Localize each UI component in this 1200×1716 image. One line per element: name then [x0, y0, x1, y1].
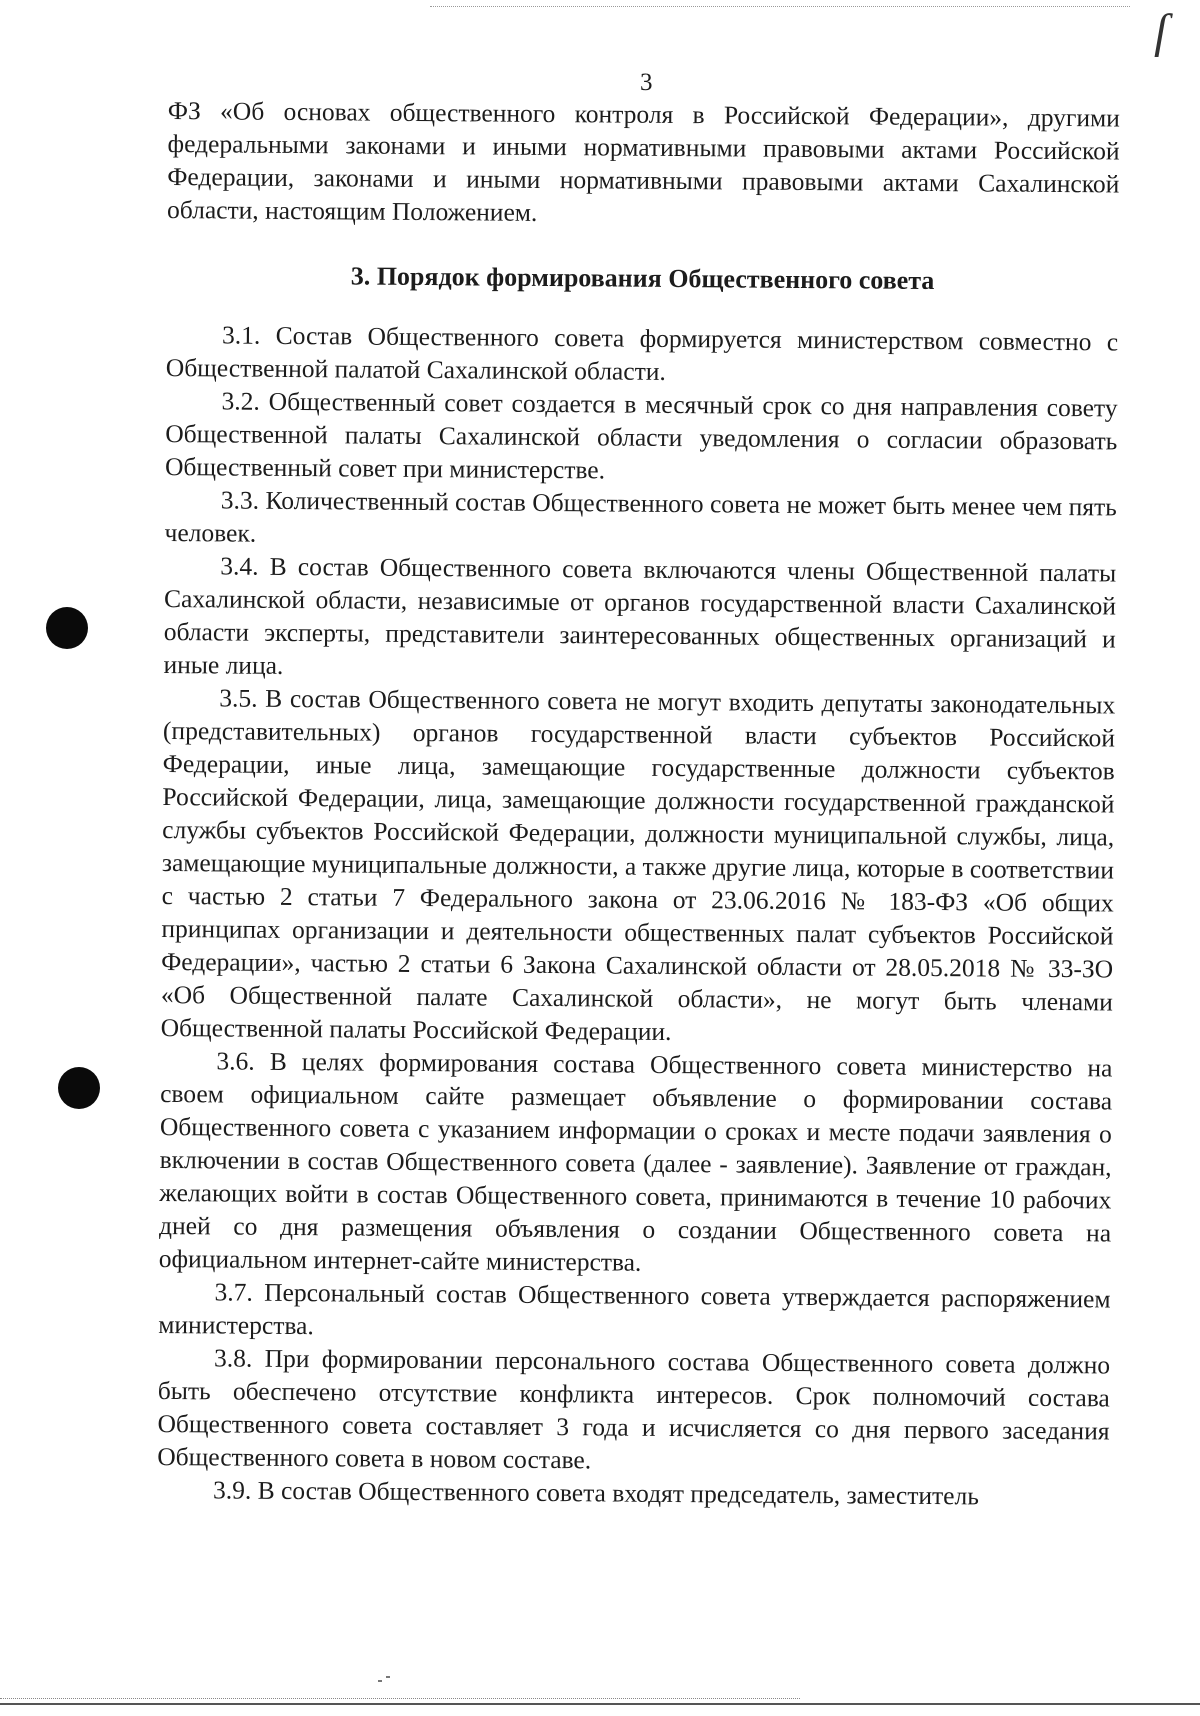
clause-3-4: 3.4. В состав Общественного совета включаются члены Общественной палаты Сахалинской области, независимые от органов государственной власти Сахалинской области эксперты, представители заинтересованных общественных организаций и иные лица. [163, 551, 1117, 680]
scan-top-edge [430, 6, 1130, 7]
intro-paragraph: ФЗ «Об основах общественного контроля в Российской Федерации», другими федеральными законами и иными нормативными правовыми актами Российской Федерации, законами и иными нормативными правовыми актами Сахалинской области, настоящим Положением. [166, 95, 1120, 227]
scan-speck [386, 1676, 390, 1678]
handwritten-mark: ſ [1154, 5, 1168, 58]
clause-3-5: 3.5. В состав Общественного совета не могут входить депутаты законодательных (представительных) органов государственной власти субъектов Российской Федерации, иные лица, замещающие государственные должности субъектов Российской Федерации, лица, замещающие должности государственной гражданской службы субъектов Российской Федерации, должности муниципальной службы, лица, замещающие муниципальные должности, а также другие лица, которые в соответствии с частью 2 статьи 7 Федерального закона от 23.06.2016 № 183-ФЗ «Об общих принципах организации и деятельности общественных палат субъектов Российской Федерации», частью 2 статьи 6 Закона Сахалинской области от 28.05.2018 № 33-ЗО «Об Общественной палате Сахалинской области», не могут быть членами Общественной палаты Российской Федерации. [160, 683, 1116, 1046]
clause-3-3: 3.3. Количественный состав Общественного совета не может быть менее чем пять человек. [164, 485, 1117, 548]
clause-3-8: 3.8. При формировании персонального состава Общественного совета должно быть обеспечено отсутствие конфликта интересов. Срок полномочий состава Общественного совета составляет 3 года и исчисляется со дня первого заседания Общественного совета в новом составе. [157, 1343, 1111, 1475]
document-body [157, 94, 1120, 1513]
scan-bottom-edge [0, 1703, 1200, 1705]
clause-3-9: 3.9. В состав Общественного совета входят председатель, заместитель [212, 1475, 980, 1511]
scan-bottom-edge-thin [0, 1698, 800, 1699]
clause-3-2: 3.2. Общественный совет создается в месячный срок со дня направления совету Общественной палаты Сахалинской области уведомления о согласии образовать Общественный совет при министерстве. [164, 386, 1118, 485]
scan-speck [378, 1680, 382, 1682]
punch-hole-icon [58, 1067, 100, 1109]
clause-3-1: 3.1. Состав Общественного совета формируется министерством совместно с Общественной палатой Сахалинской области. [165, 320, 1119, 386]
section-heading: 3. Порядок формирования Общественного совета [350, 261, 935, 296]
page-number: 3 [640, 69, 653, 96]
clause-3-7: 3.7. Персональный состав Общественного совета утверждается распоряжением министерства. [158, 1277, 1111, 1341]
punch-hole-icon [46, 607, 88, 649]
clause-3-6: 3.6. В целях формирования состава Общественного совета министерство на своем официальном сайте размещает объявление о формировании состава Общественного совета с указанием информации о сроках и месте подачи заявления о включении в состав Общественного совета (далее - заявление). Заявление от граждан, желающих войти в состав Общественного совета, принимаются в течение 10 рабочих дней со дня размещения объявления о создании Общественного совета на официальном интернет-сайте министерства. [158, 1046, 1113, 1277]
